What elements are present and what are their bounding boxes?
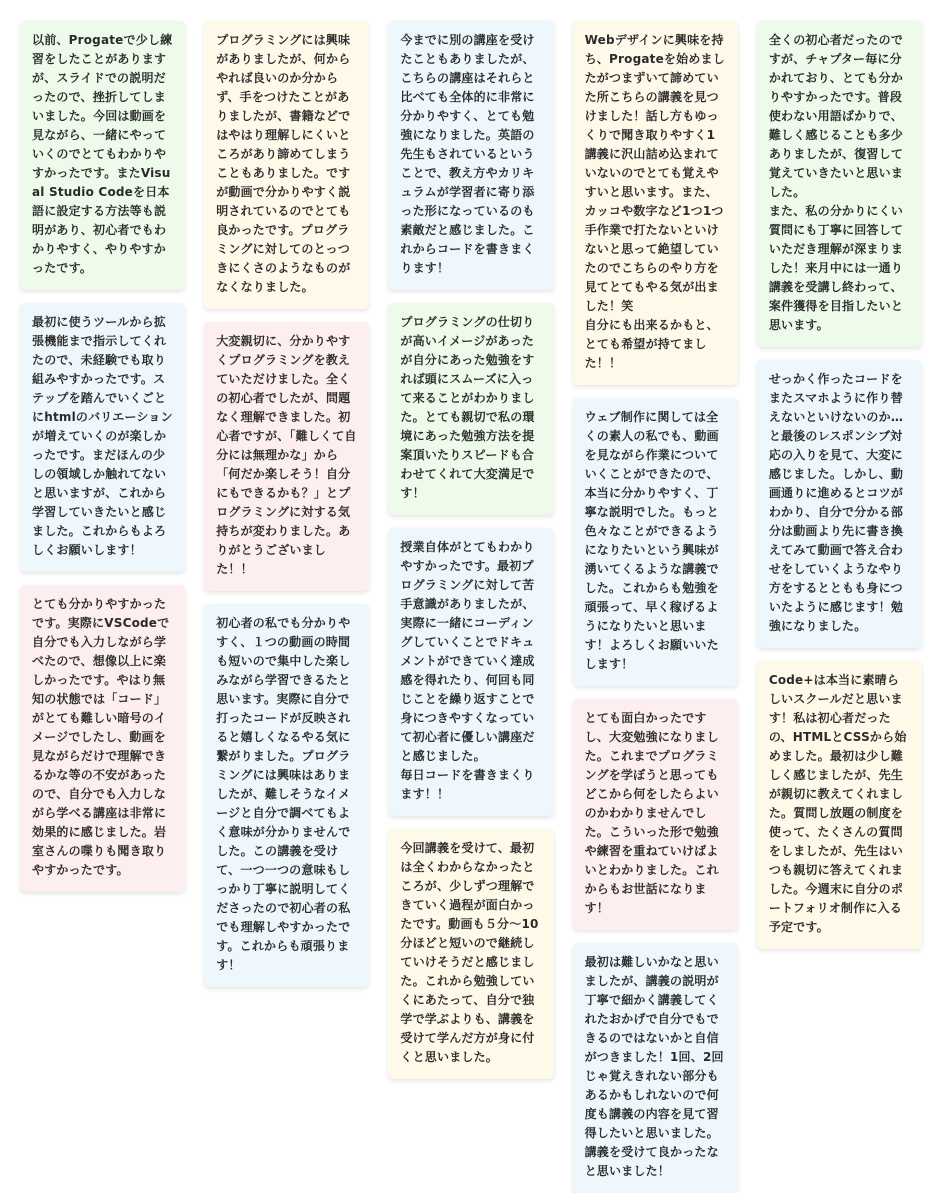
column-1 [20,21,185,1011]
testimonial-board [20,21,922,1178]
testimonial-card: 最初は難しいかなと思いましたが、講義の説明が丁寧で細かく講義してくれたおかげで自分でもできるのではないかと自信がつきました！1回、2回じゃ覚えきれない部分もあるかもしれないので何度も講義の内容を見て習得したいと思いました。講義を受けて良かったなと思いました！ [573,943,738,1193]
testimonial-card: プログラミングの仕切りが高いイメージがあったが自分にあった勉強をすれば頭にスムーズに入って来ることがわかりました。とても親切で私の環境にあった勉強方法を提案頂いたりスピードも合わせてくれて大変満足です！ [388,303,553,515]
column-4 [573,21,738,1178]
testimonial-card: とても分かりやすかったです。実際にVSCodeで自分でも入力しながら学べたので、想像以上に楽しかったです。やはり無知の状態では「コード」がとても難しい暗号のイメージでしたし、動画を見ながらだけで理解できるかな等の不安があったので、自分でも入力しながら学べる講座は非常に効果的に感じました。岩室さんの喋りも聞き取りやすかったです。 [20,585,185,892]
testimonial-card: プログラミングには興味がありましたが、何からやれば良いのか分からず、手をつけたことがありましたが、書籍などではやはり理解しにくいところがあり諦めてしまうこともありました。ですが動画で分かりやすく説明されているのでとても良かったです。プログラミングに対してのとっつきにくさのようなものがなくなりました。 [204,21,369,309]
testimonial-card: 授業自体がとてもわかりやすかったです。最初プログラミングに対して苦手意識がありましたが、実際に一緒にコーディングしていくことでドキュメントができていく達成感を得れたり、何回も同じことを繰り返すことで身につきやすくなっていて初心者に優しい講座だと感じました。 毎日コードを書きまくります！！ [388,528,553,816]
column-2 [204,21,369,1011]
testimonial-card: 大変親切に、分かりやすくプログラミングを教えていただけました。全くの初心者でしたが、問題なく理解できました。初心者ですが、「難しくて自分には無理かな」から「何だか楽しそう！自分にもできるかも？」とプログラミングに対する気持ちが変わりました。ありがとうございました！！ [204,322,369,591]
testimonial-card: Webデザインに興味を持ち、Progateを始めましたがつまずいて諦めていた所こちらの講義を見つけました！話し方もゆっくりで聞き取りやすく1講義に沢山詰め込まれていないのでとても覚えやすいと思います。また、カッコや数字など1つ1つ手作業で打たないといけないと思って絶望していたのでこちらのやり方を見てとてもやる気が出ました！笑 自分にも出来るかもと、とても希望が持てました！！ [573,21,738,385]
testimonial-card: 初心者の私でも分かりやすく、１つの動画の時間も短いので集中した楽しみながら学習できるたと思います。実際に自分で打ったコードが反映されると嬉しくなるやる気に繋がりました。プログラミングには興味はありましたが、難しそうなイメージと自分で調べてもよく意味が分かりませんでした。この講義を受けて、一つ一つの意味もしっかり丁寧に説明してくださったので初心者の私でも理解しやすかったです。これからも頑張ります！ [204,604,369,987]
testimonial-card: ウェブ制作に関しては全くの素人の私でも、動画を見ながら作業についていくことができたので、本当に分かりやすく、丁寧な説明でした。もっと色々なことができるようになりたいという興味が湧いてくるような講義でした。これからも勉強を頑張って、早く稼げるようになりたいと思います！よろしくお願いいたします！ [573,398,738,686]
testimonial-card: せっかく作ったコードをまたスマホように作り替えないといけないのか…と最後のレスポンシブ対応の入りを見て、大変に感じました。しかし、動画通りに進めるとコツがわかり、自分で分かる部分は動画より先に書き換えてみて動画で答え合わせをしていくようなやり方をするとともも身についたように感じます！勉強になりました。 [757,360,922,648]
testimonial-card: 今までに別の講座を受けたこともありましたが、こちらの講座はそれらと比べても全体的に非常に分かりやすく、とても勉強になりました。英語の先生もされているということで、教え方やカリキュラムが学習者に寄り添った形になっているのも素敵だと感じました。これからコードを書きまくります！ [388,21,553,290]
testimonial-card: 全くの初心者だったのですが、チャプター毎に分かれており、とても分かりやすかったです。普段使わない用語ばかりで、難しく感じることも多少ありましたが、復習して覚えていきたいと思いました。 また、私の分かりにくい質問にも丁寧に回答していただき理解が深まりました！来月中には一通り講義を受講し終わって、案件獲得を目指したいと思います。 [757,21,922,347]
testimonial-card: 以前、Progateで少し練習をしたことがありますが、スライドでの説明だったので、挫折してしまいました。今回は動画を見ながら、一緒にやっていくのでとてもわかりやすかったです。またVisual Studio Codeを日本語に設定する方法等も説明があり、初心者でもわかりやすく、やりやすかったです。 [20,21,185,290]
column-3 [388,21,553,1064]
testimonial-card: とても面白かったですし、大変勉強になりました。これまでプログラミングを学ぼうと思ってもどこから何をしたらよいのかわかりませんでした。こういった形で勉強や練習を重ねていけばよいとわかりました。これからもお世話になります！ [573,699,738,930]
testimonial-card: 今回講義を受けて、最初は全くわからなかったところが、少しずつ理解できていく過程が面白かったです。動画も５分〜10分ほどと短いので継続していけそうだと感じました。これから勉強していくにあたって、自分で独学で学ぶよりも、講義を受けて学んだ方が身に付くと思いました。 [388,829,553,1079]
testimonial-card: 最初に使うツールから拡張機能まで指示してくれたので、未経験でも取り組みやすかったです。ステップを踏んでいくごとにhtmlのバリエーションが増えていくのが楽しかったです。まだほんの少しの領域しか触れてないと思いますが、これから学習していきたいと感じました。これからもよろしくお願いします！ [20,303,185,572]
testimonial-card: Code+は本当に素晴らしいスクールだと思います！私は初心者だったの、HTMLとCSSから始めました。最初は少し難しく感じましたが、先生が親切に教えてくれました。質問し放題の制度を使って、たくさんの質問をしましたが、先生はいつも親切に答えてくれました。今週末に自分のポートフォリオ制作に入る予定です。 [757,661,922,949]
column-5 [757,21,922,1011]
